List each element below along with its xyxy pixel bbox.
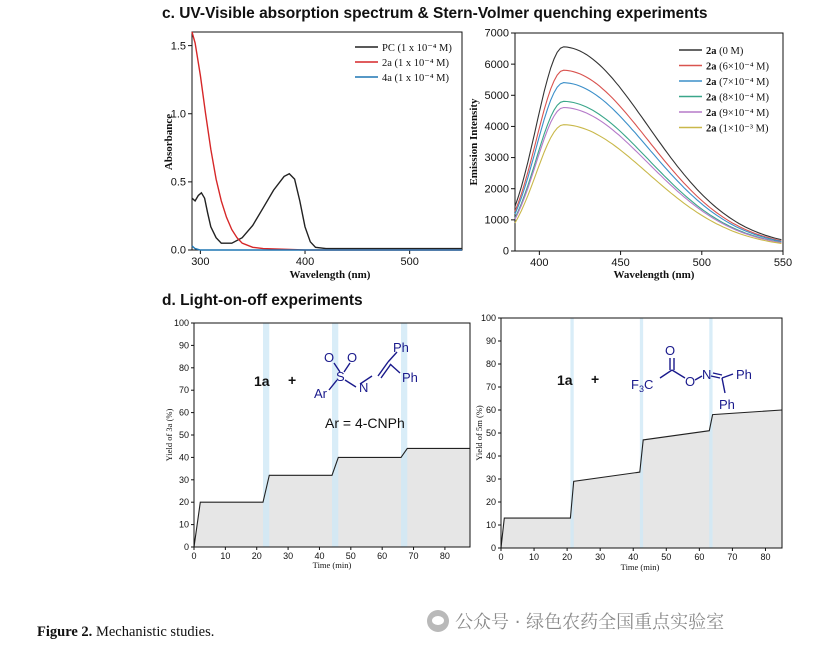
x-tick-label: 40 <box>314 551 325 561</box>
y-tick-label: 0 <box>502 245 509 258</box>
y-tick-label: 5000 <box>484 89 509 102</box>
caption-text: Mechanistic studies. <box>92 624 215 640</box>
scheme-1-reactant: 1a <box>254 373 270 389</box>
sv-legend-label: 2a (9×10⁻⁴ M) <box>706 108 769 119</box>
y-tick-label: 1.5 <box>170 40 186 53</box>
svg-text:Ph: Ph <box>393 340 409 355</box>
y-tick-label: 100 <box>173 318 189 328</box>
x-tick-label: 0 <box>498 552 504 562</box>
scheme-2-reactant: 1a <box>557 372 573 388</box>
sv-series-line <box>515 125 781 244</box>
y-tick-label: 0 <box>490 543 496 553</box>
sv-ylabel: Emission Intensity <box>468 98 480 186</box>
svg-text:S: S <box>336 369 345 384</box>
wechat-logo-icon <box>427 610 449 632</box>
y-tick-label: 90 <box>485 336 496 346</box>
y-tick-label: 70 <box>485 382 496 392</box>
l2-ylabel: Yield of 5m (%) <box>474 405 484 461</box>
x-tick-label: 70 <box>727 552 738 562</box>
y-tick-label: 3000 <box>484 152 509 165</box>
x-tick-label: 450 <box>611 257 630 269</box>
svg-text:F3C: $F_3C$ <box>631 377 654 394</box>
svg-text:N: N <box>702 367 712 382</box>
uv-vis-chart <box>163 32 462 281</box>
uv-vis-xlabel: Wavelength (nm) <box>289 269 371 281</box>
x-tick-label: 20 <box>562 552 573 562</box>
y-tick-label: 20 <box>485 497 496 507</box>
light-on-band <box>263 323 269 547</box>
y-tick-label: 0.0 <box>170 244 186 257</box>
light-on-off-5m-chart <box>474 313 782 572</box>
scheme-1-plus: + <box>288 372 297 388</box>
l1-xlabel: Time (min) <box>312 560 352 570</box>
scheme-1-ar-note: Ar = 4-CNPh <box>325 415 405 431</box>
svg-text:N: N <box>359 380 369 395</box>
y-tick-label: 60 <box>178 407 189 418</box>
x-tick-label: 20 <box>251 551 262 561</box>
caption-label: Figure 2. <box>37 624 93 640</box>
light-on-band <box>401 323 407 547</box>
svg-text:O: O <box>347 350 358 365</box>
sv-legend-label: 2a (0 M) <box>706 46 744 57</box>
y-tick-label: 0 <box>183 542 189 552</box>
uv-legend-label: 2a (1 x 10⁻⁴ M) <box>382 58 449 69</box>
watermark <box>427 608 724 634</box>
sv-legend-label: 2a (8×10⁻⁴ M) <box>706 92 769 104</box>
sv-series-line <box>515 47 781 240</box>
x-tick-label: 40 <box>628 552 639 562</box>
svg-text:O: O <box>685 374 696 389</box>
scheme-2 <box>557 343 752 412</box>
y-tick-label: 80 <box>485 359 496 369</box>
x-tick-label: 500 <box>400 256 419 268</box>
svg-text:Ph: Ph <box>736 367 752 382</box>
x-tick-label: 80 <box>760 552 771 562</box>
l2-xlabel: Time (min) <box>620 562 660 572</box>
y-tick-label: 40 <box>485 451 496 461</box>
y-tick-label: 10 <box>178 519 189 530</box>
sv-xlabel: Wavelength (nm) <box>613 269 695 281</box>
svg-text:Ph: Ph <box>402 370 418 385</box>
y-tick-label: 80 <box>178 362 189 373</box>
x-tick-label: 500 <box>692 257 711 269</box>
y-tick-label: 1.0 <box>170 108 186 121</box>
light-on-off-3a-chart <box>164 318 470 570</box>
y-tick-label: 10 <box>485 520 496 530</box>
x-tick-label: 60 <box>694 552 705 562</box>
x-tick-label: 80 <box>439 551 450 561</box>
x-tick-label: 30 <box>283 551 294 561</box>
y-tick-label: 2000 <box>484 183 509 196</box>
uv-series-line <box>192 174 462 249</box>
y-tick-label: 20 <box>178 497 189 508</box>
y-tick-label: 30 <box>485 474 496 484</box>
figure-caption <box>37 624 214 641</box>
sv-legend-label: 2a (1×10⁻³ M) <box>706 123 769 135</box>
x-tick-label: 60 <box>377 551 388 561</box>
svg-text:Ph: Ph <box>719 397 735 412</box>
y-tick-label: 50 <box>178 430 189 440</box>
light-on-band <box>640 318 643 548</box>
y-tick-label: 7000 <box>484 27 509 40</box>
y-tick-label: 40 <box>178 452 189 463</box>
light-on-band <box>709 318 712 548</box>
x-tick-label: 50 <box>661 552 672 562</box>
uv-vis-ylabel: Absorbance <box>163 113 175 171</box>
y-tick-label: 30 <box>178 474 189 485</box>
x-tick-label: 0 <box>191 551 197 561</box>
y-tick-label: 100 <box>480 313 496 323</box>
x-tick-label: 10 <box>220 551 231 561</box>
svg-text:O: O <box>665 343 676 358</box>
y-tick-label: 6000 <box>484 58 509 71</box>
stern-volmer-chart <box>468 28 792 281</box>
y-tick-label: 1000 <box>484 214 509 227</box>
watermark-text: 公众号 · 绿色农药全国重点实验室 <box>455 612 725 633</box>
section-c-title: c. UV-Visible absorption spectrum & Stern-Volmer quenching experiments <box>162 5 708 22</box>
l1-ylabel: Yield of 3a (%) <box>164 408 174 462</box>
svg-text:O: O <box>324 350 335 365</box>
y-tick-label: 0.5 <box>170 176 186 189</box>
sv-legend-label: 2a (6×10⁻⁴ M) <box>706 61 769 73</box>
x-tick-label: 550 <box>773 257 793 269</box>
x-tick-label: 10 <box>529 552 540 562</box>
scheme-2-plus: + <box>591 371 600 387</box>
x-tick-label: 400 <box>295 256 315 268</box>
sv-series-line <box>515 101 781 242</box>
section-d-title: d. Light-on-off experiments <box>162 292 363 309</box>
x-tick-label: 50 <box>345 551 356 561</box>
uv-legend-label: PC (1 x 10⁻⁴ M) <box>382 43 452 54</box>
svg-text:Ar: Ar <box>314 386 327 401</box>
x-tick-label: 300 <box>191 256 210 268</box>
x-tick-label: 400 <box>530 257 549 269</box>
sv-legend-label: 2a (7×10⁻⁴ M) <box>706 77 769 88</box>
oxime-ester-structure <box>660 358 733 393</box>
y-tick-label: 4000 <box>484 121 509 134</box>
y-tick-label: 90 <box>178 340 189 351</box>
x-tick-label: 30 <box>595 552 606 562</box>
sv-series-line <box>515 83 781 242</box>
y-tick-label: 50 <box>485 428 496 438</box>
y-tick-label: 60 <box>485 405 496 415</box>
y-tick-label: 70 <box>178 385 189 396</box>
x-tick-label: 70 <box>408 551 419 561</box>
uv-legend-label: 4a (1 x 10⁻⁴ M) <box>382 73 449 84</box>
